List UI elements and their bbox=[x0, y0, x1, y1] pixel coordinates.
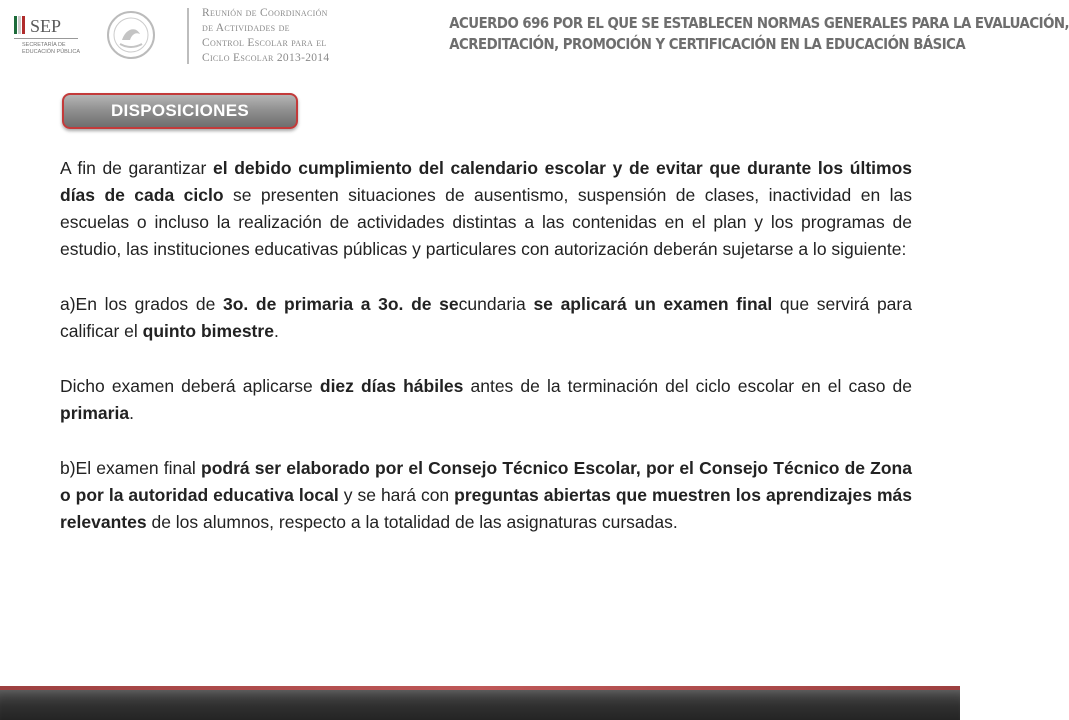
logo-subtitle-line2: EDUCACIÓN PÚBLICA bbox=[22, 49, 81, 55]
text-run: se presenten situaciones de ausentismo, suspensión de clases, inactividad en las escuelas o incluso la realización de actividades distintas a las contenidas en el plan y los programas de estudio, las instituciones educativas públicas y particulares con autorización deberán sujetarse a lo siguiente: bbox=[60, 185, 912, 259]
body-text bbox=[60, 155, 912, 564]
meeting-title bbox=[202, 6, 372, 68]
logo-subtitle-line1: SECRETARÍA DE bbox=[22, 42, 66, 48]
section-badge: DISPOSICIONES bbox=[62, 93, 298, 129]
mexico-seal-icon bbox=[106, 10, 156, 60]
bold-run: diez días hábiles bbox=[319, 376, 464, 396]
meeting-line: de Actividades de bbox=[202, 22, 290, 34]
sep-logo bbox=[14, 12, 102, 58]
meeting-line: Control Escolar para el bbox=[202, 37, 327, 49]
bold-run: el debido cumplimiento del calendario escolar y de evitar que durante los últimos días de cada ciclo bbox=[60, 158, 913, 205]
text-run: antes de la terminación del ciclo escolar en el caso de bbox=[463, 376, 912, 396]
text-run: . bbox=[273, 321, 279, 341]
text-run: cundaria bbox=[458, 294, 534, 314]
text-run: A fin de garantizar bbox=[60, 158, 213, 178]
text-run: que servirá para calificar el bbox=[60, 294, 912, 341]
agreement-title-line2: ACREDITACIÓN, PROMOCIÓN Y CERTIFICACIÓN EN LA EDUCACIÓN BÁSICA bbox=[449, 35, 966, 53]
meeting-line: Reunión de Coordinación bbox=[202, 7, 328, 19]
agreement-title-line1: ACUERDO 696 POR EL QUE SE ESTABLECEN NORMAS GENERALES PARA LA EVALUACIÓN, bbox=[449, 14, 1069, 32]
text-run: . bbox=[129, 403, 134, 423]
paragraph bbox=[60, 291, 912, 345]
paragraph bbox=[60, 373, 912, 427]
paragraph bbox=[60, 155, 912, 263]
bold-run: se aplicará un examen final bbox=[533, 294, 773, 314]
text-run: a)En los grados de bbox=[60, 294, 223, 314]
agreement-title bbox=[449, 13, 1069, 55]
text-run: y se hará con bbox=[338, 485, 455, 505]
slide-header bbox=[0, 0, 1069, 74]
bold-run: 3o. de primaria a 3o. de se bbox=[222, 294, 459, 314]
footer-bar bbox=[0, 690, 960, 720]
sep-logo-icon bbox=[14, 12, 102, 58]
bold-run: quinto bimestre bbox=[142, 321, 274, 341]
paragraph bbox=[60, 455, 912, 536]
bold-run: podrá ser elaborado por el Consejo Técnico Escolar, por el Consejo Técnico de Zona o por la autoridad educativa local bbox=[60, 458, 912, 505]
text-run: Dicho examen deberá aplicarse bbox=[60, 376, 320, 396]
bold-run: primaria bbox=[60, 403, 130, 423]
logo-text: SEP bbox=[30, 16, 62, 36]
header-divider bbox=[187, 8, 189, 64]
meeting-line: Ciclo Escolar 2013-2014 bbox=[202, 52, 330, 64]
text-run: b)El examen final bbox=[60, 458, 201, 478]
bold-run: preguntas abiertas que muestren los aprendizajes más relevantes bbox=[60, 485, 912, 532]
text-run: de los alumnos, respecto a la totalidad de las asignaturas cursadas. bbox=[146, 512, 678, 532]
